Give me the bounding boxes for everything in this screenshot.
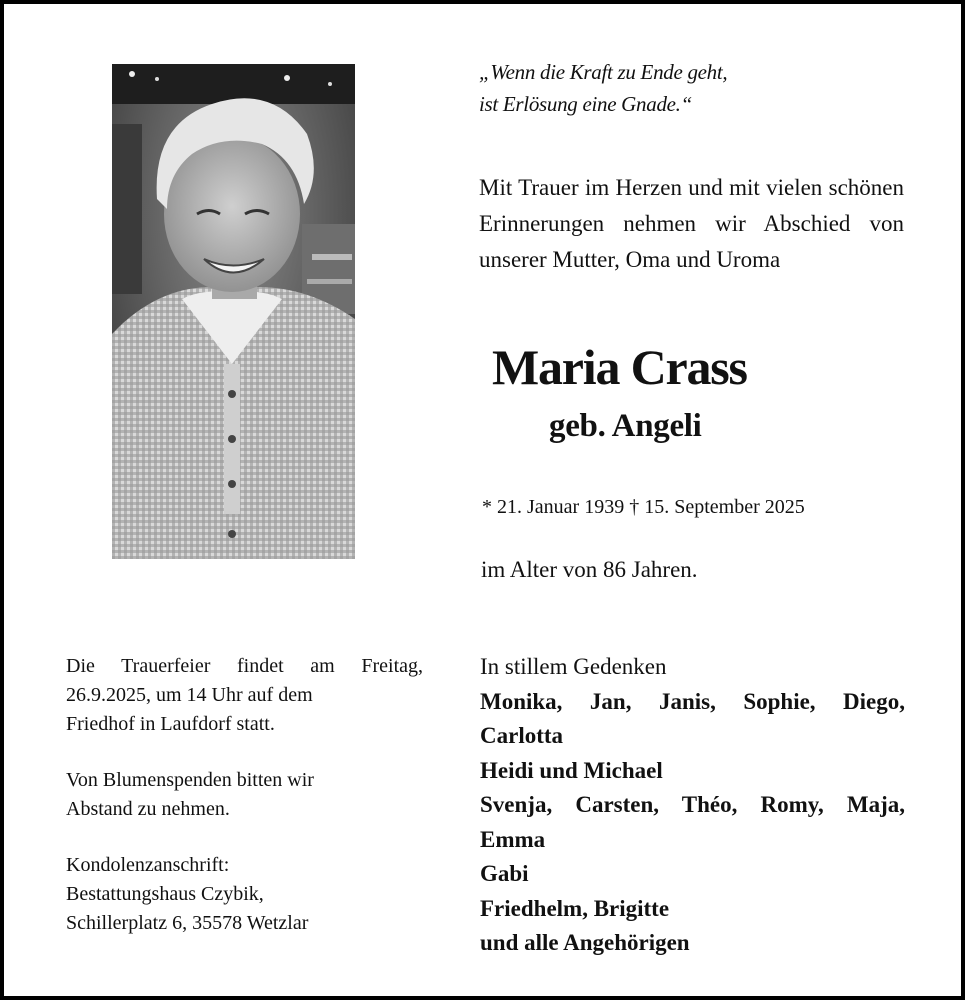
mourner-line: Emma [480, 826, 546, 852]
life-dates: * 21. Januar 1939 † 15. September 2025 [482, 496, 805, 518]
condolence-line-3: Schillerplatz 6, 35578 Wetzlar [66, 912, 309, 934]
mourner-line: und alle Angehörigen [480, 930, 690, 955]
mourner-line: Friedhelm, Brigitte [480, 895, 670, 921]
condolence-line-1: Kondolenzanschrift: [66, 854, 230, 876]
deceased-name: Maria Crass [492, 339, 747, 395]
flowers-info [66, 766, 426, 824]
mourners-heading: In stillem Gedenken [480, 654, 667, 679]
motto-line-2: ist Erlösung eine Gnade.“ [479, 92, 692, 116]
funeral-info [66, 652, 426, 739]
portrait-photo-image [112, 64, 355, 559]
funeral-line-1: Die Trauerfeier findet am Freitag, [66, 655, 423, 677]
mourner-line: Svenja, Carsten, Théo, Romy, Maja, [480, 792, 905, 817]
mourner-line: Carlotta [480, 723, 564, 748]
mourner-line: Monika, Jan, Janis, Sophie, Diego, [480, 688, 905, 714]
condolence-line-2: Bestattungshaus Czybik, [66, 883, 264, 905]
condolence-address [66, 851, 426, 938]
intro-text: Mit Trauer im Herzen und mit vielen schönen Erinnerungen nehmen wir Abschied von unserer Mutter, Oma und Uroma [479, 175, 904, 272]
flowers-line-2: Abstand zu nehmen. [66, 798, 230, 820]
portrait-photo [112, 64, 355, 559]
age-text: im Alter von 86 Jahren. [481, 557, 698, 582]
service-info [66, 652, 426, 965]
mourner-line: Gabi [480, 861, 529, 886]
flowers-line-1: Von Blumenspenden bitten wir [66, 769, 314, 791]
maiden-name: geb. Angeli [549, 408, 702, 444]
funeral-line-2: 26.9.2025, um 14 Uhr auf dem [66, 684, 313, 706]
motto-line-1: „Wenn die Kraft zu Ende geht, [479, 60, 728, 84]
funeral-line-3: Friedhof in Laufdorf statt. [66, 713, 275, 735]
motto-quote [479, 56, 899, 120]
mourners-list [480, 650, 905, 961]
mourner-line: Heidi und Michael [480, 757, 663, 783]
